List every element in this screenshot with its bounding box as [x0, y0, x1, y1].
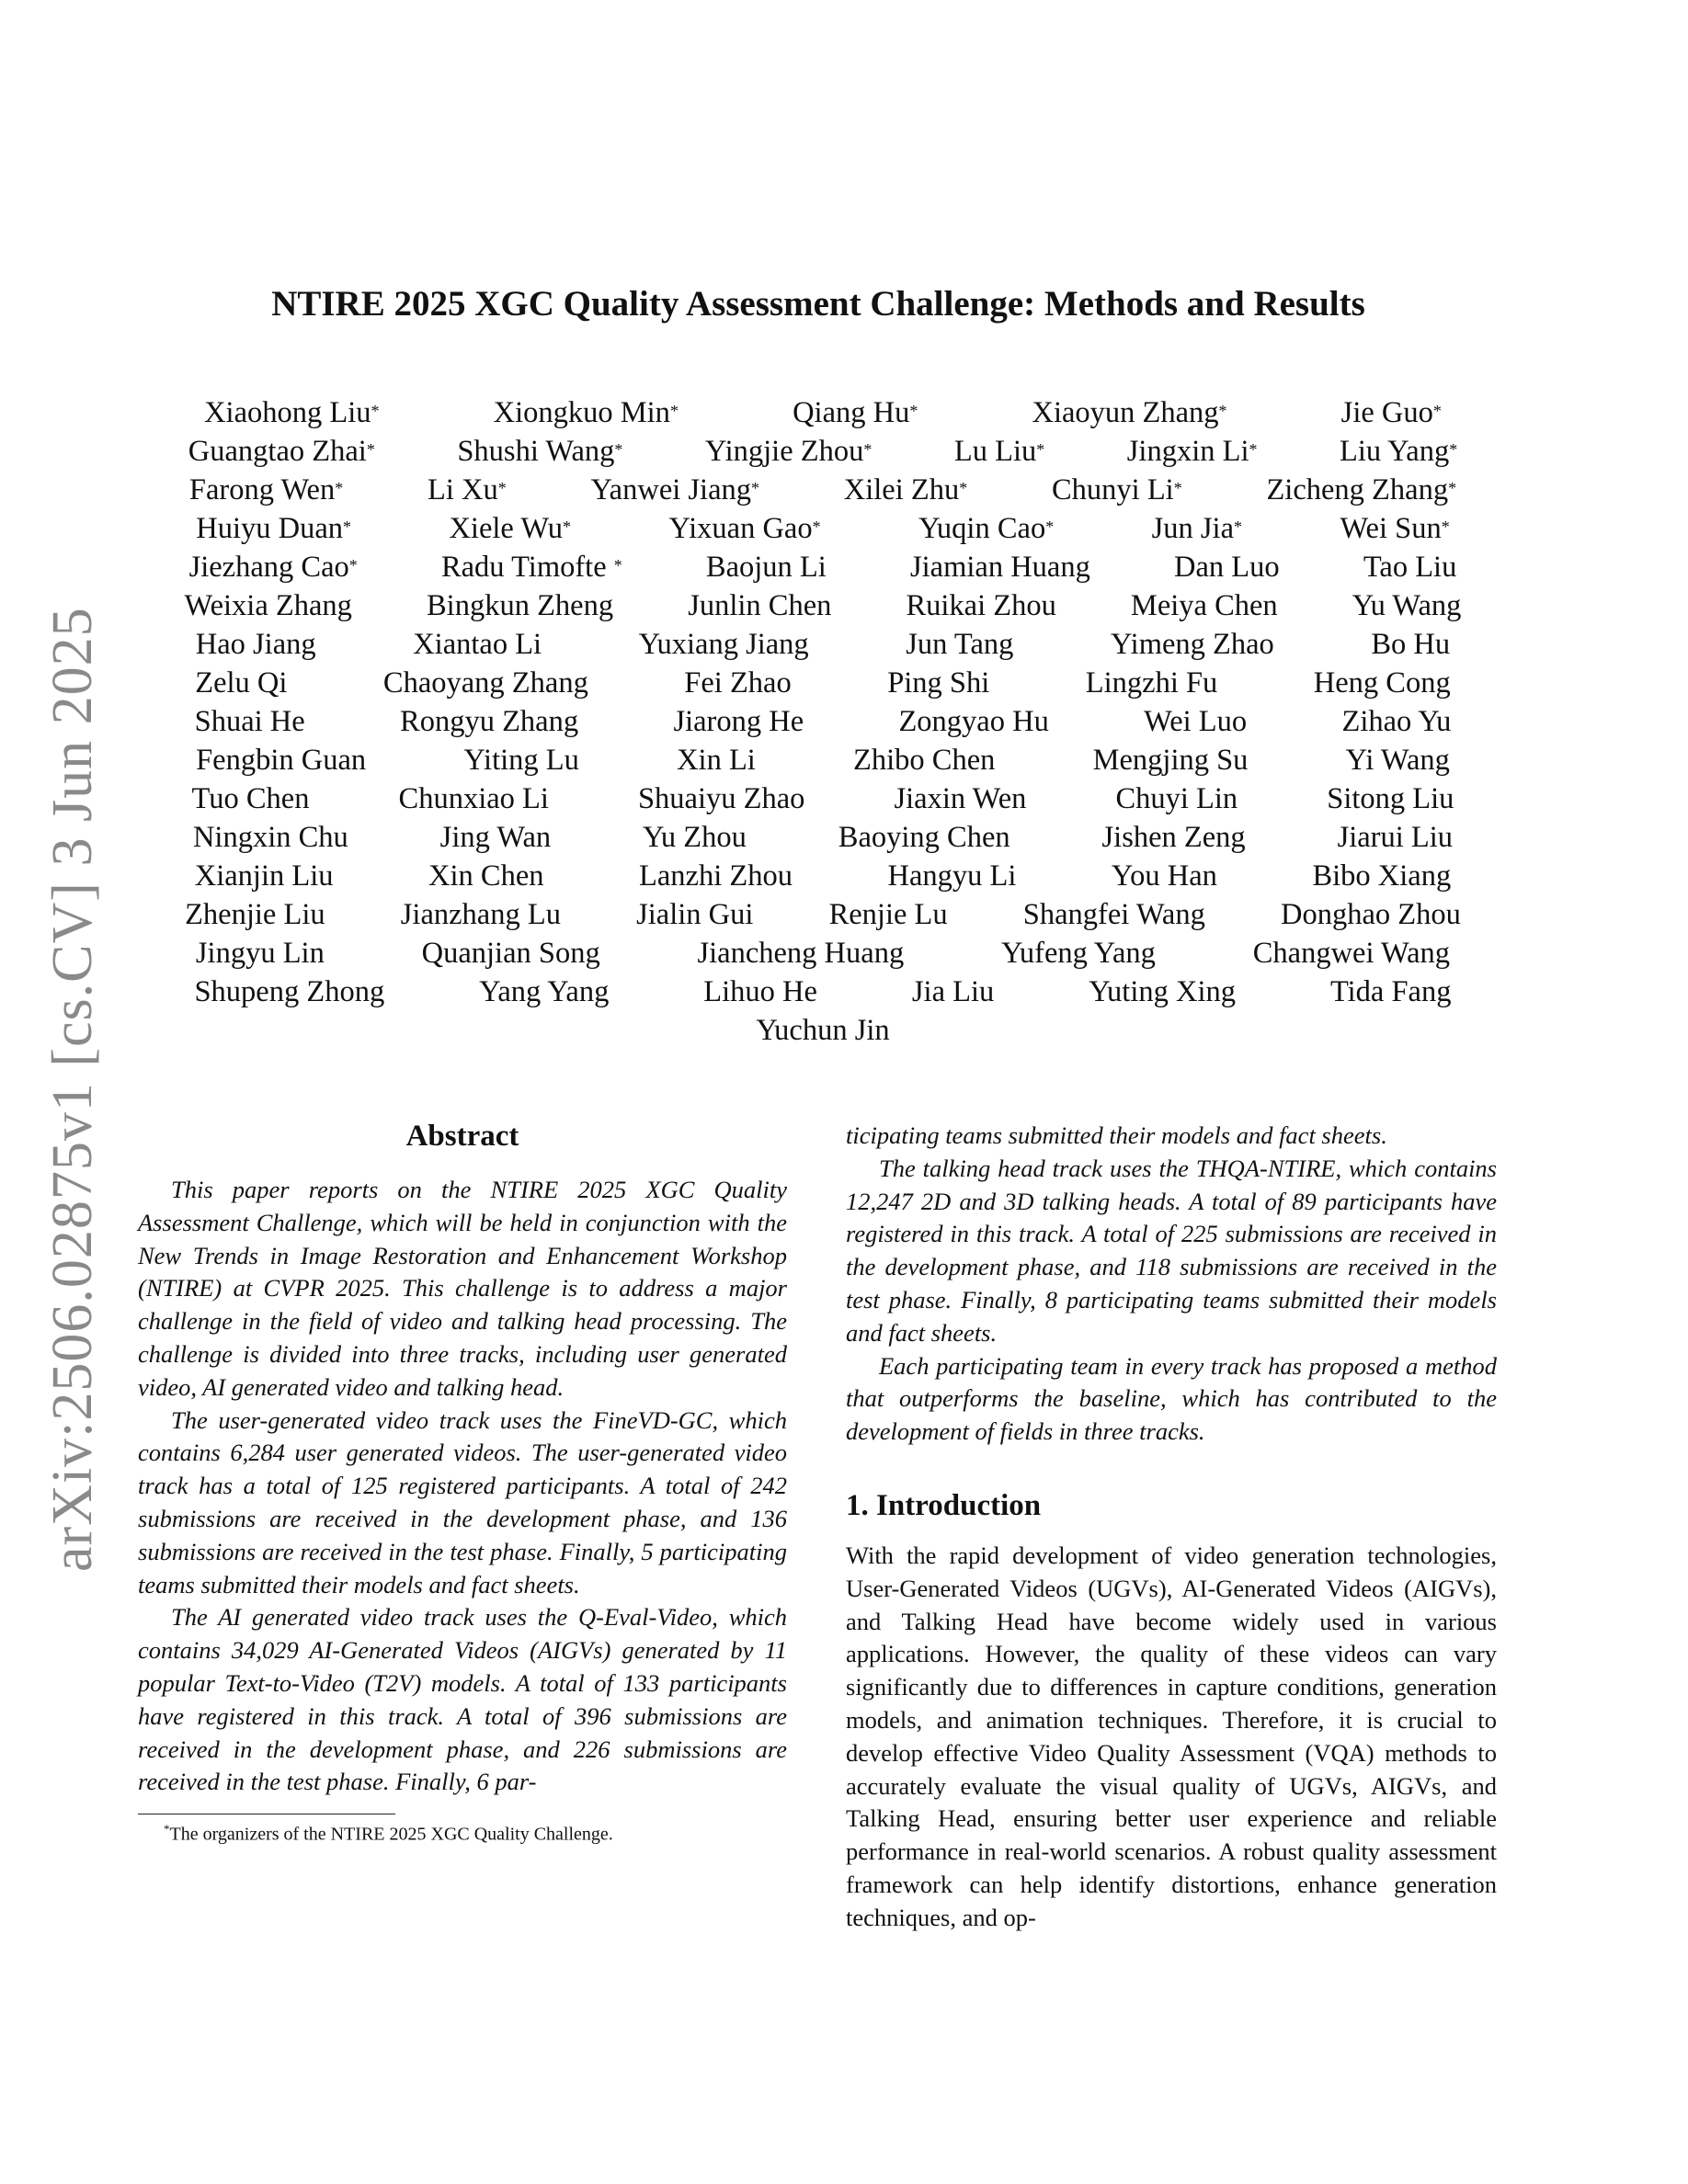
author-name: Shangfei Wang: [1022, 898, 1205, 931]
section-heading: 1. Introduction: [846, 1488, 1042, 1522]
author-name: Tida Fang: [1329, 975, 1452, 1008]
author-name: Huiyu Duan*: [196, 512, 351, 545]
author-name: Jiamian Huang: [909, 551, 1090, 584]
author-row: [147, 818, 1499, 857]
author-name: Dan Luo: [1174, 551, 1280, 584]
author-name: Zongyao Hu: [898, 705, 1049, 738]
author-name: Donghao Zhou: [1281, 898, 1461, 931]
author-row: [147, 586, 1499, 625]
abstract-paragraph: The AI generated video track uses the Q-Eval-Video, which contains 34,029 AI-Generated Videos (AIGVs) generated by 11 popular Text-to-Video (T2V) models. A total of 133 participants have registered in this track. A total of 396 submissions are received in the development phase, and 226 submissions are received in the test phase. Finally, 6 par-: [138, 1603, 787, 1796]
author-name: Ningxin Chu: [192, 821, 348, 854]
author-name: Chaoyang Zhang: [382, 666, 588, 700]
author-name: Jianzhang Lu: [400, 898, 561, 931]
author-row: [147, 857, 1499, 895]
author-name: Tao Liu: [1363, 551, 1457, 584]
author-name: Xiaohong Liu*: [204, 396, 380, 429]
author-name: Xianjin Liu: [194, 859, 334, 893]
author-name: Jiezhang Cao*: [188, 551, 358, 584]
author-name: Yuchun Jin: [756, 1014, 890, 1047]
author-name: Li Xu*: [427, 473, 507, 506]
author-name: Jingxin Li*: [1126, 435, 1258, 468]
arxiv-identifier: arXiv:2506.02875v1 [cs.CV] 3 Jun 2025: [41, 607, 104, 1572]
abstract-heading: Abstract: [405, 1120, 519, 1153]
author-name: Rongyu Zhang: [400, 705, 579, 738]
author-name: Bo Hu: [1371, 628, 1451, 661]
author-name: Sitong Liu: [1327, 782, 1454, 815]
author-name: Shupeng Zhong: [194, 975, 385, 1008]
author-name: Yu Zhou: [643, 821, 747, 854]
author-row: [147, 741, 1499, 779]
introduction-paragraph: With the rapid development of video generation technologies, User-Generated Videos (UGVs), AI-Generated Videos (AIGVs), and Talking Head have become widely used in various applications. However, the quality of these videos can vary significantly due to differences in capture conditions, generation models, and animation techniques. Therefore, it is crucial to develop effective Video Quality Assessment (VQA) methods to accurately evaluate the visual quality of UGVs, AIGVs, and Talking Head, ensuring better user experience and reliable performance in real-world scenarios. A robust quality assessment framework can help identify distortions, enhance generation techniques, and op-: [846, 1541, 1497, 1931]
author-name: Yufeng Yang: [1001, 937, 1156, 970]
paper-title: NTIRE 2025 XGC Quality Assessment Challenge: Methods and Results: [271, 284, 1365, 324]
author-name: Weixia Zhang: [184, 589, 352, 622]
abstract-paragraph: This paper reports on the NTIRE 2025 XGC Quality Assessment Challenge, which will be held in conjunction with the New Trends in Image Restoration and Enhancement Workshop (NTIRE) at CVPR 2025. This challenge is to address a major challenge in the field of video and talking head processing. The challenge is divided into three tracks, including user generated video, AI generated video and talking head.: [138, 1176, 787, 1401]
author-name: Baojun Li: [705, 551, 827, 584]
author-name: Ruikai Zhou: [906, 589, 1056, 622]
footnote-text: The organizers of the NTIRE 2025 XGC Quality Challenge.: [169, 1824, 613, 1845]
author-name: Lu Liu*: [953, 435, 1045, 468]
author-name: Chunyi Li*: [1051, 473, 1182, 506]
author-name: Zhibo Chen: [853, 744, 996, 777]
author-name: Yixuan Gao*: [668, 512, 821, 545]
author-name: Chunxiao Li: [398, 782, 549, 815]
author-row: [147, 973, 1499, 1011]
author-name: Tuo Chen: [191, 782, 310, 815]
author-name: Hao Jiang: [195, 628, 316, 661]
author-row: [147, 934, 1499, 973]
author-name: Yang Yang: [479, 975, 610, 1008]
author-name: Guangtao Zhai*: [188, 435, 375, 468]
author-name: Hangyu Li: [887, 859, 1017, 893]
author-name: Jiancheng Huang: [697, 937, 905, 970]
author-name: Changwei Wang: [1252, 937, 1451, 970]
author-name: Zhenjie Liu: [185, 898, 325, 931]
author-name: Jialin Gui: [636, 898, 754, 931]
author-name: Ping Shi: [887, 666, 990, 700]
author-name: Chuyi Lin: [1115, 782, 1238, 815]
author-name: Meiya Chen: [1130, 589, 1278, 622]
author-name: Wei Sun*: [1340, 512, 1450, 545]
author-name: Liu Yang*: [1340, 435, 1458, 468]
author-name: Yi Wang: [1345, 744, 1450, 777]
author-row: [147, 702, 1499, 741]
author-row: [147, 393, 1499, 432]
abstract-paragraph: Each participating team in every track has proposed a method that outperforms the baseline, which has contributed to the development of fields in three tracks.: [846, 1351, 1497, 1446]
author-list: [147, 393, 1499, 1050]
author-row: [147, 509, 1499, 548]
author-name: Jia Liu: [911, 975, 995, 1008]
author-name: Zicheng Zhang*: [1266, 473, 1457, 506]
author-name: Heng Cong: [1313, 666, 1451, 700]
author-name: Jiaxin Wen: [894, 782, 1027, 815]
author-name: Xiantao Li: [413, 628, 542, 661]
author-name: You Han: [1111, 859, 1217, 893]
abstract-paragraph: The user-generated video track uses the FineVD-GC, which contains 6,284 user generated videos. The user-generated video track has a total of 125 registered participants. A total of 242 submissions are received in the development phase, and 136 submissions are received in the test phase. Finally, 5 participating teams submitted their models and fact sheets.: [138, 1405, 787, 1598]
author-name: Jing Wan: [439, 821, 552, 854]
author-name: Bibo Xiang: [1312, 859, 1452, 893]
author-name: Yu Wang: [1352, 589, 1462, 622]
author-name: Zelu Qi: [195, 666, 288, 700]
author-row: [147, 625, 1499, 664]
author-name: Lingzhi Fu: [1085, 666, 1218, 700]
abstract-continuation: ticipating teams submitted their models and fact sheets.: [846, 1121, 1387, 1149]
author-name: Xin Chen: [428, 859, 544, 893]
author-name: Jun Tang: [906, 628, 1014, 661]
right-column: [846, 1120, 1497, 1935]
author-name: Xiele Wu*: [449, 512, 571, 545]
author-name: Fengbin Guan: [196, 744, 367, 777]
author-name: Jingyu Lin: [195, 937, 325, 970]
author-name: Baoying Chen: [838, 821, 1010, 854]
author-name: Shuai He: [194, 705, 305, 738]
author-name: Renjie Lu: [828, 898, 948, 931]
author-name: Farong Wen*: [188, 473, 344, 506]
author-name: Radu Timofte *: [440, 551, 622, 584]
author-name: Mengjing Su: [1092, 744, 1249, 777]
author-name: Qiang Hu*: [793, 396, 918, 429]
author-name: Jishen Zeng: [1101, 821, 1246, 854]
author-name: Shuaiyu Zhao: [637, 782, 805, 815]
author-name: Lanzhi Zhou: [639, 859, 793, 893]
author-name: Yuxiang Jiang: [638, 628, 809, 661]
left-column: [138, 1120, 787, 1846]
footnote: [138, 1822, 787, 1846]
author-name: Xin Li: [677, 744, 756, 777]
footnote-mark: *: [164, 1822, 170, 1837]
author-row: [147, 548, 1499, 586]
author-row: [147, 471, 1499, 509]
author-name: Quanjian Song: [421, 937, 600, 970]
author-name: Shushi Wang*: [457, 435, 623, 468]
author-row: [147, 779, 1499, 818]
author-name: Xilei Zhu*: [843, 473, 968, 506]
author-name: Yanwei Jiang*: [590, 473, 760, 506]
author-row: [147, 895, 1499, 934]
author-name: Yuting Xing: [1089, 975, 1236, 1008]
author-name: Jiarui Liu: [1337, 821, 1454, 854]
author-row: [147, 1011, 1499, 1050]
author-name: Yingjie Zhou*: [704, 435, 873, 468]
abstract-paragraph: The talking head track uses the THQA-NTIRE, which contains 12,247 2D and 3D talking heads. A total of 89 participants have registered in this track. A total of 225 submissions are received in the development phase, and 118 submissions are received in the test phase. Finally, 8 participating teams submitted their models and fact sheets.: [846, 1154, 1497, 1347]
author-name: Bingkun Zheng: [427, 589, 614, 622]
author-name: Jie Guo*: [1340, 396, 1442, 429]
author-name: Yiting Lu: [463, 744, 579, 777]
author-row: [147, 664, 1499, 702]
author-name: Zihao Yu: [1341, 705, 1452, 738]
author-name: Yuqin Cao*: [918, 512, 1055, 545]
arxiv-sidebar: [40, 607, 114, 1572]
author-name: Jun Jia*: [1151, 512, 1243, 545]
author-name: Jiarong He: [673, 705, 804, 738]
author-name: Lihuo He: [703, 975, 817, 1008]
author-row: [147, 432, 1499, 471]
author-name: Fei Zhao: [684, 666, 792, 700]
author-name: Junlin Chen: [688, 589, 832, 622]
author-name: Xiongkuo Min*: [493, 396, 679, 429]
author-name: Wei Luo: [1144, 705, 1248, 738]
author-name: Yimeng Zhao: [1110, 628, 1274, 661]
author-name: Xiaoyun Zhang*: [1032, 396, 1227, 429]
